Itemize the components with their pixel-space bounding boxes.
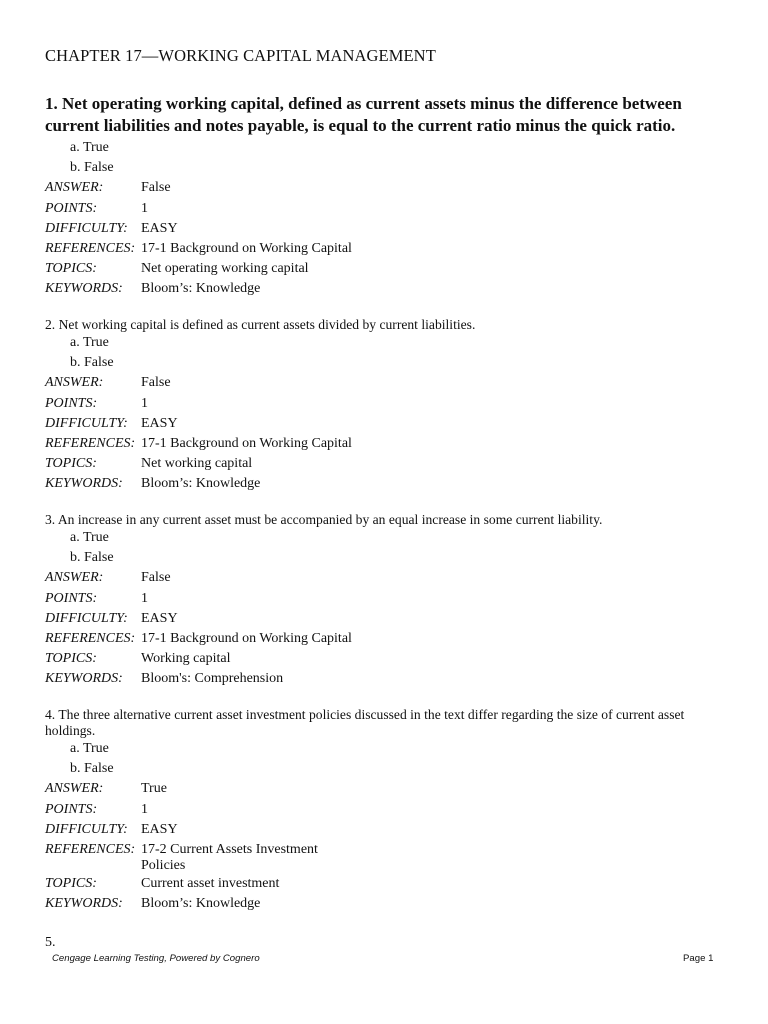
answer-label: ANSWER:	[45, 570, 104, 586]
next-question-number: 5.	[45, 935, 56, 950]
option-b: b. False	[70, 550, 114, 566]
keywords-value: Bloom's: Comprehension	[141, 671, 284, 687]
points-row	[45, 394, 725, 414]
keywords-value: Bloom’s: Knowledge	[141, 476, 261, 492]
option-a: a. True	[70, 140, 109, 155]
keywords-row	[45, 474, 725, 494]
references-row	[45, 840, 725, 874]
difficulty-row	[45, 414, 725, 434]
question-1	[45, 138, 725, 300]
difficulty-label: DIFFICULTY:	[45, 610, 128, 626]
topics-label: TOPICS:	[45, 261, 97, 277]
references-row	[45, 629, 725, 649]
difficulty-row	[45, 820, 725, 840]
topics-label: TOPICS:	[45, 875, 97, 891]
option-b: b. False	[70, 160, 114, 176]
answer-label: ANSWER:	[45, 180, 104, 196]
keywords-label: KEYWORDS:	[45, 671, 123, 687]
footer-publisher: Cengage Learning Testing, Powered by Cognero	[52, 953, 260, 964]
keywords-label: KEYWORDS:	[45, 896, 123, 912]
references-label: REFERENCES:	[45, 630, 136, 646]
difficulty-label: DIFFICULTY:	[45, 821, 128, 837]
keywords-row	[45, 894, 725, 914]
keywords-row	[45, 279, 725, 299]
answer-value: False	[141, 570, 171, 586]
references-row	[45, 434, 725, 454]
points-row	[45, 800, 725, 820]
option-b: b. False	[70, 355, 114, 371]
difficulty-value: EASY	[141, 821, 178, 837]
points-label: POINTS:	[45, 395, 98, 411]
topics-value: Working capital	[141, 651, 231, 667]
answer-row	[45, 373, 725, 393]
answer-value: False	[141, 180, 171, 196]
references-value: 17-1 Background on Working Capital	[141, 435, 352, 451]
keywords-value: Bloom’s: Knowledge	[141, 281, 261, 297]
topics-value: Net operating working capital	[141, 261, 309, 277]
points-value: 1	[141, 200, 148, 216]
keywords-label: KEYWORDS:	[45, 281, 123, 297]
topics-label: TOPICS:	[45, 456, 97, 472]
topics-row	[45, 259, 725, 279]
option-a: a. True	[70, 335, 109, 350]
references-label: REFERENCES:	[45, 841, 136, 857]
answer-row	[45, 568, 725, 588]
points-row	[45, 589, 725, 609]
topics-value: Net working capital	[141, 456, 253, 472]
answer-label: ANSWER:	[45, 375, 104, 391]
footer-page-number: Page 1	[683, 953, 714, 964]
question-2	[45, 317, 725, 495]
answer-row	[45, 178, 725, 198]
difficulty-row	[45, 219, 725, 239]
keywords-label: KEYWORDS:	[45, 476, 123, 492]
references-value: 17-1 Background on Working Capital	[141, 630, 352, 646]
question-1-text: 1. Net operating working capital, defined as current assets minus the difference between current liabilities and notes payable, is equal to the current ratio minus the quick ratio.	[45, 94, 682, 135]
answer-label: ANSWER:	[45, 781, 104, 797]
references-value: 17-2 Current Assets Investment Policies	[141, 841, 318, 873]
references-row	[45, 239, 725, 259]
question-2-text: 2. Net working capital is defined as current assets divided by current liabilities.	[45, 317, 476, 332]
difficulty-value: EASY	[141, 415, 178, 431]
points-label: POINTS:	[45, 801, 98, 817]
references-label: REFERENCES:	[45, 240, 136, 256]
question-4-text: 4. The three alternative current asset investment policies discussed in the text differ regarding the size of current asset holdings.	[45, 707, 685, 738]
option-b: b. False	[70, 761, 114, 777]
topics-row	[45, 649, 725, 669]
difficulty-label: DIFFICULTY:	[45, 220, 128, 236]
topics-row	[45, 874, 725, 894]
references-label: REFERENCES:	[45, 435, 136, 451]
topics-row	[45, 454, 725, 474]
question-3	[45, 512, 725, 690]
topics-label: TOPICS:	[45, 651, 97, 667]
difficulty-label: DIFFICULTY:	[45, 415, 128, 431]
points-value: 1	[141, 395, 148, 411]
points-value: 1	[141, 801, 148, 817]
points-label: POINTS:	[45, 590, 98, 606]
difficulty-value: EASY	[141, 610, 178, 626]
question-3-text: 3. An increase in any current asset must be accompanied by an equal increase in some current liability.	[45, 512, 603, 527]
answer-value: False	[141, 375, 171, 391]
references-value: 17-1 Background on Working Capital	[141, 240, 352, 256]
option-a: a. True	[70, 530, 109, 545]
answer-row	[45, 779, 725, 799]
difficulty-row	[45, 609, 725, 629]
chapter-title: CHAPTER 17—WORKING CAPITAL MANAGEMENT	[45, 46, 436, 65]
points-value: 1	[141, 590, 148, 606]
difficulty-value: EASY	[141, 220, 178, 236]
keywords-row	[45, 669, 725, 689]
answer-value: True	[141, 781, 167, 797]
keywords-value: Bloom’s: Knowledge	[141, 896, 261, 912]
points-row	[45, 199, 725, 219]
question-4	[45, 707, 725, 914]
points-label: POINTS:	[45, 200, 98, 216]
option-a: a. True	[70, 741, 109, 756]
topics-value: Current asset investment	[141, 875, 280, 891]
